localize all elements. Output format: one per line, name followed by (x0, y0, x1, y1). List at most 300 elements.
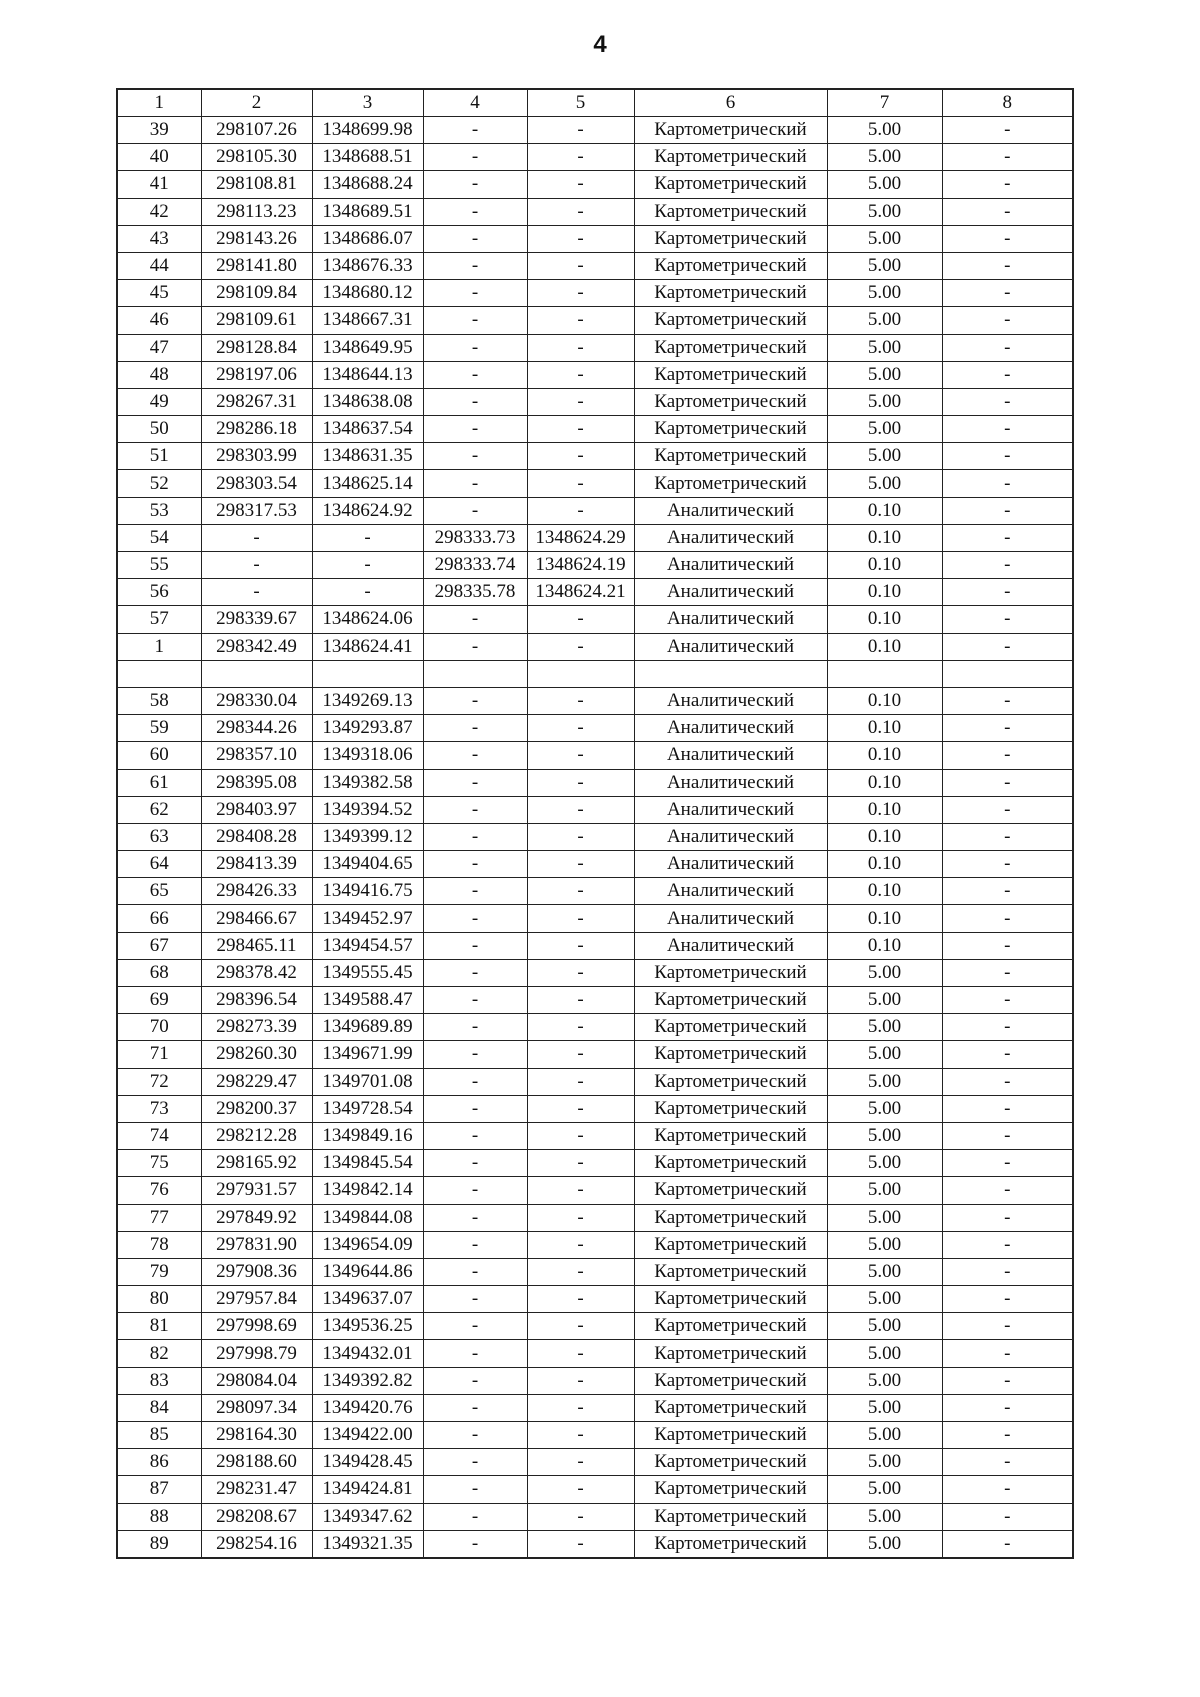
table-row (117, 524, 1073, 551)
table-cell: Аналитический (634, 932, 827, 959)
table-cell: Картометрический (634, 361, 827, 388)
table-cell: 5.00 (827, 1503, 942, 1530)
table-cell: Картометрический (634, 1340, 827, 1367)
table-cell: 5.00 (827, 117, 942, 144)
table-cell: - (423, 1394, 527, 1421)
table-cell: - (527, 497, 634, 524)
table-cell: - (942, 715, 1073, 742)
table-cell: - (942, 1394, 1073, 1421)
table-cell: - (423, 1503, 527, 1530)
table-cell: - (942, 878, 1073, 905)
table-cell: 5.00 (827, 1095, 942, 1122)
table-cell: - (423, 687, 527, 714)
table-cell: - (942, 1204, 1073, 1231)
table-row (117, 1204, 1073, 1231)
table-cell: - (942, 987, 1073, 1014)
table-cell (527, 660, 634, 687)
table-cell: - (942, 1177, 1073, 1204)
table-cell: 5.00 (827, 1340, 942, 1367)
table-cell: 5.00 (827, 1313, 942, 1340)
table-cell: - (423, 1367, 527, 1394)
table-cell: 61 (117, 769, 201, 796)
table-cell: 0.10 (827, 524, 942, 551)
table-cell: 298333.73 (423, 524, 527, 551)
table-cell: Картометрический (634, 225, 827, 252)
table-cell: 298109.84 (201, 280, 312, 307)
table-row (117, 851, 1073, 878)
table-cell: 5.00 (827, 1258, 942, 1285)
table-cell: 298339.67 (201, 606, 312, 633)
table-cell: - (527, 1041, 634, 1068)
table-cell: Картометрический (634, 1014, 827, 1041)
table-cell: Аналитический (634, 687, 827, 714)
table-cell: - (942, 1095, 1073, 1122)
table-cell: 298342.49 (201, 633, 312, 660)
table-cell: 1349404.65 (312, 851, 423, 878)
table-cell: Картометрический (634, 198, 827, 225)
table-cell: - (942, 1476, 1073, 1503)
table-cell: - (527, 959, 634, 986)
table-cell: Аналитический (634, 606, 827, 633)
table-row (117, 687, 1073, 714)
table-cell: - (942, 1340, 1073, 1367)
table-cell: 5.00 (827, 1394, 942, 1421)
table-cell: - (942, 524, 1073, 551)
table-cell: 5.00 (827, 307, 942, 334)
table-cell: - (423, 1476, 527, 1503)
table-cell: 1348624.92 (312, 497, 423, 524)
table-cell: - (423, 742, 527, 769)
table-row (117, 1530, 1073, 1558)
table-cell: - (312, 524, 423, 551)
table-cell: - (423, 171, 527, 198)
table-cell: 298141.80 (201, 252, 312, 279)
table-cell: 54 (117, 524, 201, 551)
table-cell: 53 (117, 497, 201, 524)
table-cell: 52 (117, 470, 201, 497)
table-row (117, 1014, 1073, 1041)
header-cell: 7 (827, 89, 942, 117)
table-cell: - (527, 1204, 634, 1231)
table-cell: 297957.84 (201, 1286, 312, 1313)
table-cell: Картометрический (634, 280, 827, 307)
table-cell: 63 (117, 823, 201, 850)
table-cell: 298333.74 (423, 552, 527, 579)
table-cell: Картометрический (634, 1367, 827, 1394)
table-cell (117, 660, 201, 687)
header-cell: 3 (312, 89, 423, 117)
table-cell: 1348649.95 (312, 334, 423, 361)
table-cell: - (527, 1150, 634, 1177)
table-cell: 0.10 (827, 552, 942, 579)
table-row (117, 334, 1073, 361)
table-cell: - (423, 1204, 527, 1231)
table-spacer-row (117, 660, 1073, 687)
table-cell: - (942, 1449, 1073, 1476)
table-cell: 298200.37 (201, 1095, 312, 1122)
table-cell: 1348637.54 (312, 416, 423, 443)
table-cell (942, 660, 1073, 687)
table-cell: 64 (117, 851, 201, 878)
table-cell: - (942, 1041, 1073, 1068)
table-cell: Картометрический (634, 1258, 827, 1285)
table-cell: Картометрический (634, 1476, 827, 1503)
table-cell: 87 (117, 1476, 201, 1503)
table-cell: - (527, 198, 634, 225)
table-cell: 1348667.31 (312, 307, 423, 334)
table-cell: 0.10 (827, 769, 942, 796)
table-row (117, 715, 1073, 742)
table-cell: 0.10 (827, 851, 942, 878)
table-cell: - (942, 252, 1073, 279)
table-cell: 1349392.82 (312, 1367, 423, 1394)
table-cell: Картометрический (634, 987, 827, 1014)
table-cell: 1349399.12 (312, 823, 423, 850)
table-cell: 298188.60 (201, 1449, 312, 1476)
table-cell: - (423, 1313, 527, 1340)
table-cell: - (312, 552, 423, 579)
table-cell: - (423, 144, 527, 171)
table-cell: - (527, 470, 634, 497)
table-cell (827, 660, 942, 687)
table-cell: - (942, 470, 1073, 497)
table-cell: 298208.67 (201, 1503, 312, 1530)
table-cell: 0.10 (827, 823, 942, 850)
table-cell: - (423, 932, 527, 959)
table-cell: Аналитический (634, 878, 827, 905)
table-cell: - (527, 606, 634, 633)
table-cell: 5.00 (827, 1231, 942, 1258)
table-cell: 298396.54 (201, 987, 312, 1014)
table-row (117, 959, 1073, 986)
table-cell: - (423, 715, 527, 742)
table-cell: 39 (117, 117, 201, 144)
table-cell: 298426.33 (201, 878, 312, 905)
table-cell: Аналитический (634, 796, 827, 823)
table-cell: - (201, 552, 312, 579)
table-cell: - (423, 878, 527, 905)
table-cell: - (527, 769, 634, 796)
table-cell: Картометрический (634, 1449, 827, 1476)
table-cell: - (423, 905, 527, 932)
table-row (117, 497, 1073, 524)
table-cell: - (527, 1177, 634, 1204)
table-cell: - (942, 1313, 1073, 1340)
table-cell: 298260.30 (201, 1041, 312, 1068)
table-cell: 1348624.19 (527, 552, 634, 579)
table-cell: - (942, 1422, 1073, 1449)
table-cell: 298273.39 (201, 1014, 312, 1041)
table-cell: 5.00 (827, 959, 942, 986)
table-cell: 1349454.57 (312, 932, 423, 959)
table-cell: 67 (117, 932, 201, 959)
table-cell: - (423, 334, 527, 361)
table-cell: - (423, 1014, 527, 1041)
table-cell: - (423, 1041, 527, 1068)
table-cell: 1349849.16 (312, 1122, 423, 1149)
table-cell: 297831.90 (201, 1231, 312, 1258)
table-cell: 45 (117, 280, 201, 307)
table-cell: 1349845.54 (312, 1150, 423, 1177)
table-cell: - (423, 1122, 527, 1149)
table-cell: - (942, 552, 1073, 579)
table-cell: 298303.54 (201, 470, 312, 497)
table-cell: 298408.28 (201, 823, 312, 850)
table-cell: 43 (117, 225, 201, 252)
table-cell: - (942, 144, 1073, 171)
table-cell: 298107.26 (201, 117, 312, 144)
table-cell: 5.00 (827, 1204, 942, 1231)
table-cell: 1349842.14 (312, 1177, 423, 1204)
table-cell: 5.00 (827, 171, 942, 198)
table-cell: - (527, 280, 634, 307)
table-cell: - (527, 361, 634, 388)
table-row (117, 117, 1073, 144)
table-cell: - (201, 579, 312, 606)
coordinates-table (116, 88, 1074, 1559)
table-cell: - (942, 443, 1073, 470)
table-cell: 1349269.13 (312, 687, 423, 714)
table-cell: - (942, 769, 1073, 796)
table-cell: - (423, 225, 527, 252)
table-row (117, 1258, 1073, 1285)
table-cell: 5.00 (827, 1122, 942, 1149)
table-cell: 41 (117, 171, 201, 198)
table-cell: 5.00 (827, 987, 942, 1014)
table-cell: - (942, 117, 1073, 144)
table-cell: 76 (117, 1177, 201, 1204)
table-cell: 1348624.29 (527, 524, 634, 551)
table-cell: - (527, 1367, 634, 1394)
table-row (117, 280, 1073, 307)
table-cell: - (423, 198, 527, 225)
table-cell: 81 (117, 1313, 201, 1340)
table-cell: 298466.67 (201, 905, 312, 932)
table-row (117, 742, 1073, 769)
table-cell: - (527, 1476, 634, 1503)
table-cell: - (942, 497, 1073, 524)
table-cell: 298330.04 (201, 687, 312, 714)
table-cell: - (527, 1449, 634, 1476)
table-cell: 5.00 (827, 443, 942, 470)
table-cell: - (423, 470, 527, 497)
table-cell: 297931.57 (201, 1177, 312, 1204)
table-cell (201, 660, 312, 687)
table-cell: - (423, 361, 527, 388)
table-cell: 0.10 (827, 579, 942, 606)
table-cell: 1349452.97 (312, 905, 423, 932)
table-cell: - (527, 307, 634, 334)
table-cell: - (942, 307, 1073, 334)
table-cell: 1348676.33 (312, 252, 423, 279)
table-cell: 59 (117, 715, 201, 742)
table-cell: - (527, 715, 634, 742)
table-cell: 1348624.06 (312, 606, 423, 633)
table-cell: 60 (117, 742, 201, 769)
table-cell: 56 (117, 579, 201, 606)
table-cell: - (527, 334, 634, 361)
table-cell: 5.00 (827, 1286, 942, 1313)
table-cell: 1348638.08 (312, 388, 423, 415)
header-cell: 1 (117, 89, 201, 117)
table-cell: 1348625.14 (312, 470, 423, 497)
table-cell: Картометрический (634, 1150, 827, 1177)
table-row (117, 144, 1073, 171)
table-cell: 1349844.08 (312, 1204, 423, 1231)
table-cell: 77 (117, 1204, 201, 1231)
table-cell: 1349422.00 (312, 1422, 423, 1449)
table-cell: 73 (117, 1095, 201, 1122)
table-cell: - (423, 1286, 527, 1313)
table-cell: - (942, 1014, 1073, 1041)
table-cell: 5.00 (827, 1150, 942, 1177)
table-cell: 298197.06 (201, 361, 312, 388)
table-row (117, 579, 1073, 606)
table-row (117, 1095, 1073, 1122)
table-cell: 5.00 (827, 334, 942, 361)
table-cell: - (423, 416, 527, 443)
table-cell: 1348689.51 (312, 198, 423, 225)
table-cell: - (942, 1530, 1073, 1558)
table-cell: 5.00 (827, 225, 942, 252)
table-cell: 1349637.07 (312, 1286, 423, 1313)
table-cell: Картометрический (634, 1286, 827, 1313)
table-cell: - (527, 1503, 634, 1530)
table-cell: 298229.47 (201, 1068, 312, 1095)
table-cell: 0.10 (827, 796, 942, 823)
table-cell: 0.10 (827, 497, 942, 524)
table-cell: 84 (117, 1394, 201, 1421)
table-cell: - (942, 851, 1073, 878)
table-cell: 1349555.45 (312, 959, 423, 986)
table-cell: 46 (117, 307, 201, 334)
table-cell: - (527, 225, 634, 252)
table-cell: - (527, 905, 634, 932)
table-cell: 5.00 (827, 1530, 942, 1558)
header-cell: 2 (201, 89, 312, 117)
table-cell: 1348680.12 (312, 280, 423, 307)
table-cell: - (942, 606, 1073, 633)
table-row (117, 443, 1073, 470)
table-cell: 298212.28 (201, 1122, 312, 1149)
table-cell: - (527, 687, 634, 714)
table-body (117, 89, 1073, 1558)
table-cell: Аналитический (634, 715, 827, 742)
table-cell: 48 (117, 361, 201, 388)
table-cell: 1348624.21 (527, 579, 634, 606)
table-cell: 68 (117, 959, 201, 986)
table-cell: - (423, 633, 527, 660)
table-cell: 1349432.01 (312, 1340, 423, 1367)
table-cell: - (423, 796, 527, 823)
table-cell: 83 (117, 1367, 201, 1394)
table-cell: 70 (117, 1014, 201, 1041)
table-cell: - (942, 1122, 1073, 1149)
table-cell: Картометрический (634, 334, 827, 361)
table-cell: - (527, 987, 634, 1014)
table-cell: - (942, 225, 1073, 252)
table-cell: - (942, 742, 1073, 769)
table-row (117, 225, 1073, 252)
table-cell: 298395.08 (201, 769, 312, 796)
table-cell: - (423, 1449, 527, 1476)
table-cell: Картометрический (634, 307, 827, 334)
table-cell: 5.00 (827, 1041, 942, 1068)
table-cell: 89 (117, 1530, 201, 1558)
table-cell: - (942, 796, 1073, 823)
table-cell: 49 (117, 388, 201, 415)
table-cell: 0.10 (827, 633, 942, 660)
table-cell: 1349428.45 (312, 1449, 423, 1476)
table-cell: 297998.69 (201, 1313, 312, 1340)
table-row (117, 1394, 1073, 1421)
table-cell: - (942, 823, 1073, 850)
table-cell: - (942, 1367, 1073, 1394)
table-cell: Картометрический (634, 1422, 827, 1449)
table-row (117, 1122, 1073, 1149)
table-row (117, 1041, 1073, 1068)
table-cell: - (423, 1150, 527, 1177)
table-cell: - (527, 1394, 634, 1421)
table-cell: - (942, 687, 1073, 714)
table-cell: - (527, 851, 634, 878)
table-cell: - (423, 823, 527, 850)
table-row (117, 1231, 1073, 1258)
table-cell: 5.00 (827, 1177, 942, 1204)
table-cell: Картометрический (634, 959, 827, 986)
table-cell: 1348688.51 (312, 144, 423, 171)
table-cell: 0.10 (827, 905, 942, 932)
table-cell: 1349424.81 (312, 1476, 423, 1503)
table-cell: 5.00 (827, 1367, 942, 1394)
table-cell: 1348624.41 (312, 633, 423, 660)
table-cell: Картометрический (634, 117, 827, 144)
table-cell: Картометрический (634, 1503, 827, 1530)
table-cell: 1349689.89 (312, 1014, 423, 1041)
table-cell: 86 (117, 1449, 201, 1476)
table-cell: Картометрический (634, 416, 827, 443)
table-cell: 65 (117, 878, 201, 905)
table-cell: - (423, 1530, 527, 1558)
table-row (117, 416, 1073, 443)
table-row (117, 1068, 1073, 1095)
table-cell: 298335.78 (423, 579, 527, 606)
table-cell: 298403.97 (201, 796, 312, 823)
table-cell: 66 (117, 905, 201, 932)
table-cell: 44 (117, 252, 201, 279)
table-cell: Аналитический (634, 552, 827, 579)
table-cell: - (423, 497, 527, 524)
table-cell: 297849.92 (201, 1204, 312, 1231)
table-cell: Картометрический (634, 144, 827, 171)
table-cell: - (527, 633, 634, 660)
table-cell: 5.00 (827, 280, 942, 307)
table-cell: - (942, 198, 1073, 225)
table-cell: - (942, 1150, 1073, 1177)
table-row (117, 171, 1073, 198)
table-cell: - (423, 1422, 527, 1449)
table-cell: - (527, 1068, 634, 1095)
table-cell: 1348688.24 (312, 171, 423, 198)
table-cell: - (423, 1095, 527, 1122)
table-cell: 50 (117, 416, 201, 443)
table-cell: Картометрический (634, 1095, 827, 1122)
table-cell: 1349728.54 (312, 1095, 423, 1122)
table-cell: - (942, 334, 1073, 361)
table-row (117, 633, 1073, 660)
table-cell: 0.10 (827, 606, 942, 633)
table-cell: 298254.16 (201, 1530, 312, 1558)
